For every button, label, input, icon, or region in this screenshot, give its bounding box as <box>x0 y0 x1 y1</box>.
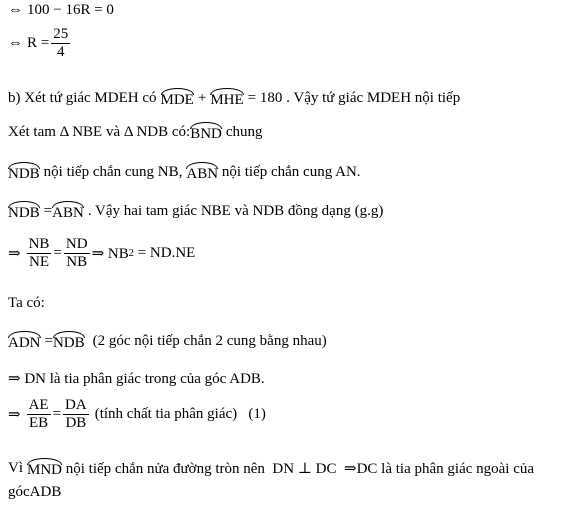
line-end: . Vậy hai tam giác NBE và NDB đồng dạng (g.g) <box>87 203 384 219</box>
line-suffix: chung <box>225 124 263 140</box>
angle-arc: ADN <box>8 331 41 352</box>
line-prefix: Vì <box>8 460 23 476</box>
fraction <box>63 397 89 433</box>
line-12 <box>8 458 534 479</box>
line-text: Ta có: <box>8 295 45 311</box>
line-10 <box>8 369 265 388</box>
equals-sign: = <box>53 245 62 262</box>
line-end: nội tiếp chắn cung AN. <box>218 164 361 180</box>
equiv-arrow: ⇔ <box>8 35 23 52</box>
plus-sign: + <box>197 90 207 106</box>
angle-arc: MND <box>27 458 62 479</box>
fraction-numerator: NB <box>27 236 52 254</box>
line-2 <box>8 26 72 62</box>
line-prefix: b) Xét tứ giác MDEH có <box>8 90 157 106</box>
fraction <box>64 236 90 272</box>
line-text: nội tiếp chắn cung NB, <box>43 164 183 180</box>
fraction <box>27 236 52 272</box>
implies-text: ⇒ NB <box>91 246 129 263</box>
line-4 <box>8 122 263 143</box>
equiv-arrow: ⇔ <box>8 2 23 18</box>
line-rest: = 180 . Vậy tứ giác MDEH nội tiếp <box>247 90 461 106</box>
implies-arrow: ⇒ <box>8 407 21 424</box>
equation-text: 100 − 16R = 0 <box>27 2 114 18</box>
equals-sign: = <box>52 406 62 423</box>
line-13 <box>8 484 61 501</box>
fraction-denominator: 4 <box>56 44 65 61</box>
fraction-denominator: DB <box>65 415 87 432</box>
fraction <box>27 397 51 433</box>
implies-arrow: ⇒ <box>8 246 21 263</box>
equation-lhs: R = <box>27 35 50 52</box>
angle-arc: MDE <box>161 88 194 109</box>
fraction <box>51 26 70 62</box>
line-text: ⇒ DN là tia phân giác trong của góc ADB. <box>8 371 265 387</box>
line-5 <box>8 162 361 183</box>
fraction-numerator: 25 <box>51 26 70 44</box>
fraction-denominator: EB <box>28 415 49 432</box>
angle-arc: NDB <box>8 162 40 183</box>
line-8 <box>8 295 45 312</box>
angle-arc: BND <box>190 122 222 143</box>
angle-arc: MHE <box>210 88 243 109</box>
exponent: 2 <box>128 248 134 260</box>
line-text: gócADB <box>8 484 62 500</box>
fraction-numerator: ND <box>64 236 90 254</box>
fraction-numerator: DA <box>63 397 89 415</box>
angle-arc: NDB <box>8 201 40 222</box>
line-end: (2 góc nội tiếp chắn 2 cung bằng nhau) <box>92 333 327 349</box>
line-end: (tính chất tia phân giác) (1) <box>94 406 266 423</box>
angle-arc: ABN <box>52 201 84 222</box>
fraction-denominator: NB <box>66 254 88 271</box>
equals-sign: = <box>43 203 53 219</box>
line-9 <box>8 331 327 352</box>
line-6 <box>8 201 383 222</box>
line-3 <box>8 88 460 109</box>
line-7 <box>8 236 195 272</box>
equals-sign: = <box>44 333 53 349</box>
fraction-denominator: NE <box>29 254 49 271</box>
angle-arc: NDB <box>53 331 85 352</box>
angle-arc: ABN <box>186 162 218 183</box>
fraction-numerator: AE <box>27 397 51 415</box>
line-end: nội tiếp chắn nửa đường tròn nên DN ⊥ DC ⇒DC là tia phân giác ngoài của <box>62 461 535 477</box>
line-11 <box>8 397 266 433</box>
line-end: = ND.NE <box>137 245 196 262</box>
line-1 <box>8 2 114 19</box>
line-text: Xét tam Δ NBE và Δ NDB có: <box>8 124 191 140</box>
